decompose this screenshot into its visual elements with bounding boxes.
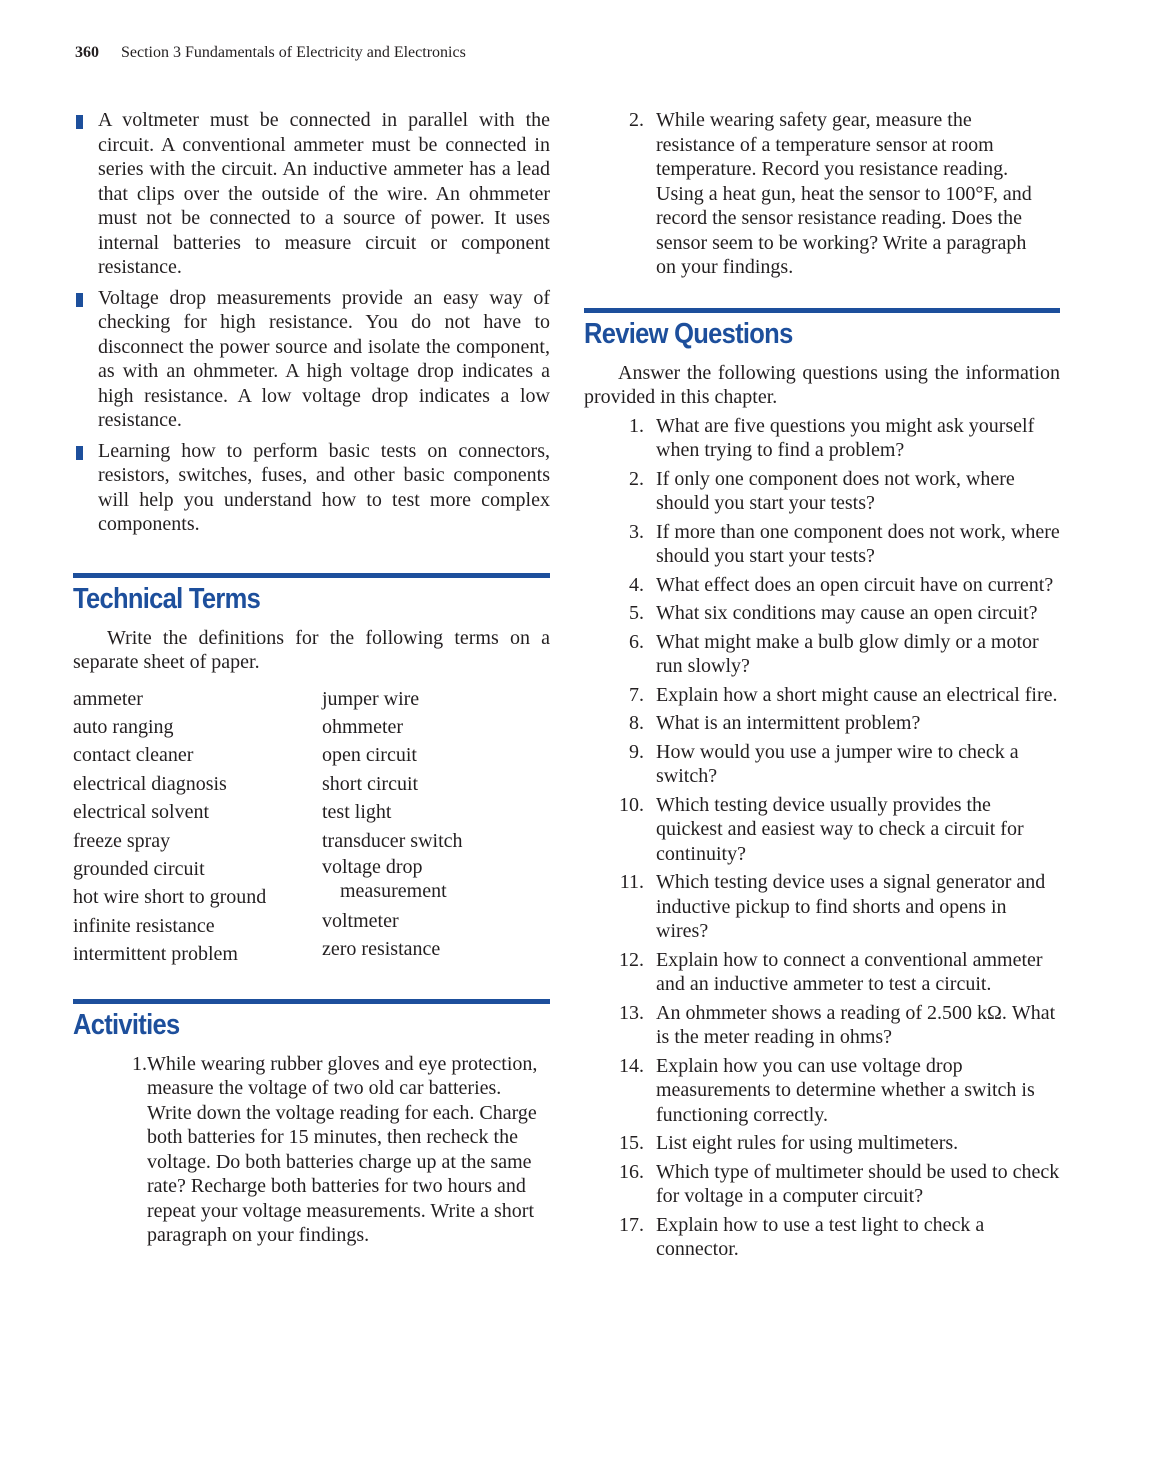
term: freeze spray (73, 829, 171, 852)
page-number: 360 (75, 44, 99, 61)
activity-item: 2. While wearing safety gear, measure the resistance of a temperature sensor at room temperature. Record you resistance reading. Using a heat gun, heat the sensor to 100°F, and record the sensor resistance reading. Does the sensor seem to be working? Write a paragraph on your findings. (629, 109, 1032, 278)
square-bullet-icon (76, 115, 83, 129)
question-item: 5. What six conditions may cause an open circuit? (629, 602, 1038, 624)
terms-column-1 (73, 685, 322, 969)
activity-item: 1. While wearing rubber gloves and eye protection, measure the voltage of two old car batteries. Write down the voltage reading for each. Charge both batteries for 15 minutes, then recheck the voltage. Do both batteries charge up at the same rate? Recharge both batteries for two hours and repeat your voltage measurements. Write a short paragraph on your findings. (132, 1052, 538, 1247)
term: grounded circuit (73, 857, 205, 880)
question-item: 10. Which testing device usually provides the quickest and easiest way to check a circuit for continuity? (619, 793, 1024, 865)
technical-terms-heading: Technical Terms (73, 582, 261, 615)
activities-list (73, 1052, 550, 1248)
technical-terms-intro: Write the definitions for the following terms on a separate sheet of paper. (73, 626, 550, 673)
term: hot wire short to ground (73, 886, 267, 909)
question-item: 11. Which testing device uses a signal generator and inductive pickup to find shorts and opens in wires? (619, 871, 1046, 942)
terms-column-2 (322, 685, 463, 969)
term: contact cleaner (73, 744, 194, 767)
term: voltmeter (322, 909, 399, 932)
question-item: 1. What are five questions you might ask yourself when trying to find a problem? (629, 414, 1035, 461)
term: ohmmeter (322, 715, 404, 738)
term: ammeter (73, 687, 143, 710)
question-item: 16. Which type of multimeter should be used to check for voltage in a computer circuit? (619, 1160, 1060, 1207)
section-divider (73, 573, 550, 578)
running-head (75, 44, 466, 62)
term: voltage drop measurement (322, 855, 447, 902)
section-divider (73, 999, 550, 1004)
question-item: 9. How would you use a jumper wire to check a switch? (629, 740, 1019, 787)
review-questions-list (584, 414, 1060, 1262)
question-item: 13. An ohmmeter shows a reading of 2.500 kΩ. What is the meter reading in ohms? (619, 1001, 1056, 1048)
activities-heading: Activities (73, 1008, 180, 1041)
term: zero resistance (322, 938, 441, 961)
square-bullet-icon (76, 293, 83, 307)
question-item: 2. If only one component does not work, where should you start your tests? (629, 467, 1015, 514)
term: electrical solvent (73, 801, 210, 824)
term: transducer switch (322, 829, 463, 852)
summary-bullet: Learning how to perform basic tests on connectors, resistors, switches, fuses, and other basic components will help you understand how to test more complex components. (73, 439, 550, 537)
right-column (584, 108, 1060, 1266)
left-column (73, 108, 550, 1252)
term: intermittent problem (73, 943, 238, 966)
question-item: 4. What effect does an open circuit have on current? (629, 573, 1054, 596)
term: short circuit (322, 772, 419, 795)
question-item: 7. Explain how a short might cause an electrical fire. (629, 683, 1058, 706)
term: test light (322, 801, 392, 824)
term: jumper wire (322, 687, 420, 710)
section-divider (584, 308, 1060, 313)
review-questions-heading: Review Questions (584, 317, 793, 350)
terms-list (73, 685, 550, 969)
term: electrical diagnosis (73, 772, 227, 795)
question-item: 17. Explain how to use a test light to check a connector. (619, 1213, 985, 1260)
section-title-header: Section 3 Fundamentals of Electricity and Electronics (121, 44, 466, 61)
question-item: 14. Explain how you can use voltage drop measurements to determine whether a switch is functioning correctly. (619, 1054, 1035, 1126)
review-questions-intro: Answer the following questions using the information provided in this chapter. (584, 361, 1060, 408)
question-item: 12. Explain how to connect a conventional ammeter and an inductive ammeter to test a circuit. (619, 948, 1043, 995)
question-item: 8. What is an intermittent problem? (629, 712, 921, 734)
term: infinite resistance (73, 914, 215, 937)
question-item: 3. If more than one component does not work, where should you start your tests? (629, 520, 1060, 567)
question-item: 15. List eight rules for using multimeters. (619, 1132, 959, 1154)
term: auto ranging (73, 715, 174, 738)
question-item: 6. What might make a bulb glow dimly or a motor run slowly? (629, 630, 1039, 677)
summary-bullet: A voltmeter must be connected in parallel with the circuit. A conventional ammeter must be connected in series with the circuit. An inductive ammeter has a lead that clips over the outside of the wire. An ohmmeter must not be connected to a source of power. It uses internal batteries to measure circuit or component resistance. (73, 108, 550, 280)
activities-list-continued (584, 108, 1060, 280)
square-bullet-icon (76, 446, 83, 460)
term: open circuit (322, 744, 417, 767)
summary-bullet: Voltage drop measurements provide an easy way of checking for high resistance. You do not have to disconnect the power source and isolate the component, as with an ohmmeter. A high voltage drop indicates a high resistance. A low voltage drop indicates a low resistance. (73, 286, 550, 433)
